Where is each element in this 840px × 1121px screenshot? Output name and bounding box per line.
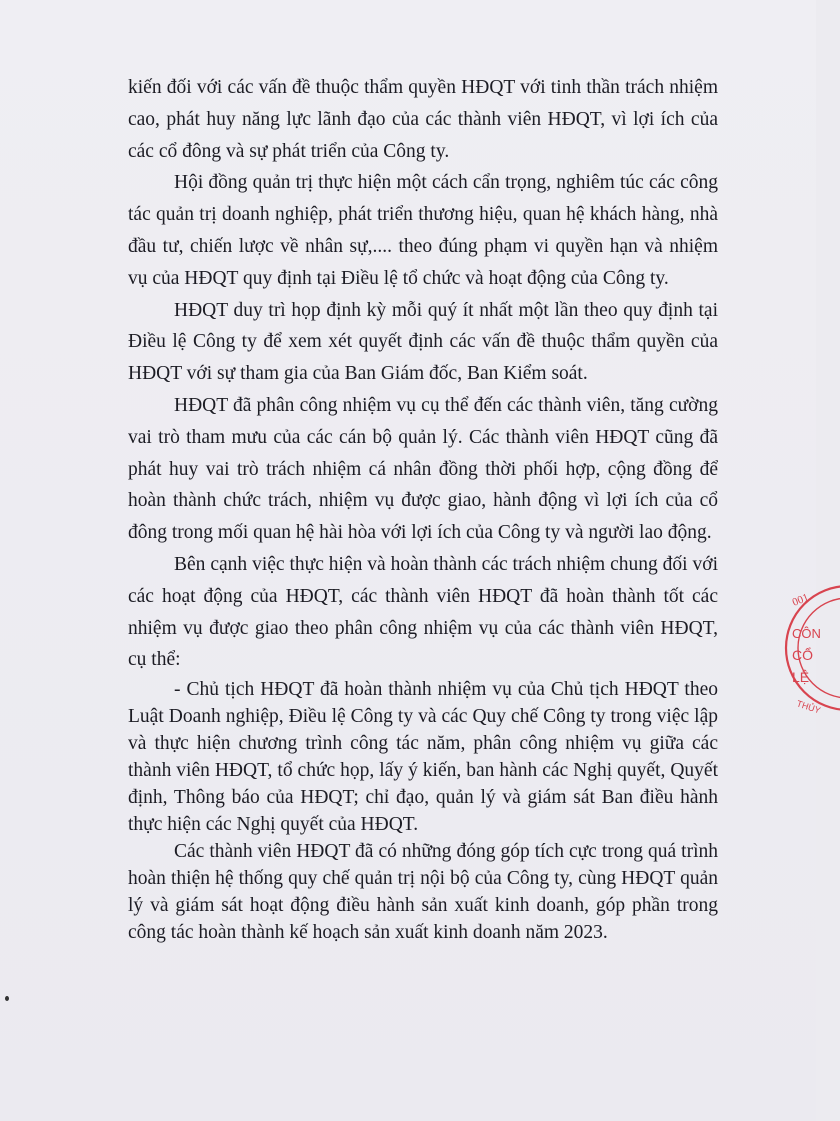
seal-text-line2: CÔN: [792, 626, 821, 641]
paragraph-1: kiến đối với các vấn đề thuộc thẩm quyền HĐQT với tinh thần trách nhiệm cao, phát huy năng lực lãnh đạo của các thành viên HĐQT, vì lợi ích của các cổ đông và sự phát triển của Công ty.: [128, 77, 718, 162]
paragraph-3: HĐQT duy trì họp định kỳ mỗi quý ít nhất một lần theo quy định tại Điều lệ Công ty để xem xét quyết định các vấn đề thuộc thẩm quyền của HĐQT với sự tham gia của Ban Giám đốc, Ban Kiểm soát.: [128, 299, 718, 385]
seal-text-line3: CỔ: [792, 647, 813, 663]
scan-speck: [5, 996, 9, 1001]
paragraph-7: Các thành viên HĐQT đã có những đóng góp tích cực trong quá trình hoàn thiện hệ thống quy chế quản trị nội bộ của Công ty, cùng HĐQT quản lý và giám sát hoạt động điều hành sản xuất kinh doanh, góp phần trong công tác hoàn thành kế hoạch sản xuất kinh doanh năm 2023.: [128, 841, 718, 944]
paragraph-4: HĐQT đã phân công nhiệm vụ cụ thể đến các thành viên, tăng cường vai trò tham mưu của các cán bộ quản lý. Các thành viên HĐQT cũng đã phát huy vai trò trách nhiệm cá nhân đồng thời phối hợp, cộng đồng để hoàn thành chức trách, nhiệm vụ được giao, hành động vì lợi ích của cổ đông trong mối quan hệ hài hòa với lợi ích của Công ty và người lao động.: [128, 394, 718, 544]
seal-text-bottom: THỦY: [795, 698, 822, 716]
bullet-paragraph: - Chủ tịch HĐQT đã hoàn thành nhiệm vụ của Chủ tịch HĐQT theo Luật Doanh nghiệp, Điều lệ Công ty và các Quy chế Công ty trong việc lập và thực hiện chương trình công tác năm, phân công nhiệm vụ giữa các thành viên HĐQT, tổ chức họp, lấy ý kiến, ban hành các Nghị quyết, Quyết định, Thông báo của HĐQT; chỉ đạo, quản lý và giám sát Ban điều hành thực hiện các Nghị quyết của HĐQT.: [128, 679, 718, 836]
document-body: [128, 72, 718, 946]
paragraph-2: Hội đồng quản trị thực hiện một cách cẩn trọng, nghiêm túc các công tác quản trị doanh nghiệp, phát triển thương hiệu, quan hệ khách hàng, nhà đầu tư, chiến lược về nhân sự,.... theo đúng phạm vi quyền hạn và nhiệm vụ của HĐQT quy định tại Điều lệ tổ chức và hoạt động của Công ty.: [128, 172, 718, 289]
red-seal-stamp: [780, 578, 840, 718]
seal-text-line4: LỆ: [792, 669, 810, 685]
paragraph-5: Bên cạnh việc thực hiện và hoàn thành các trách nhiệm chung đối với các hoạt động của HĐQT, các thành viên HĐQT đã hoàn thành tốt các nhiệm vụ được giao theo phân công nhiệm vụ của các thành viên HĐQT, cụ thể:: [128, 553, 718, 671]
seal-text-number: 001: [790, 591, 811, 609]
